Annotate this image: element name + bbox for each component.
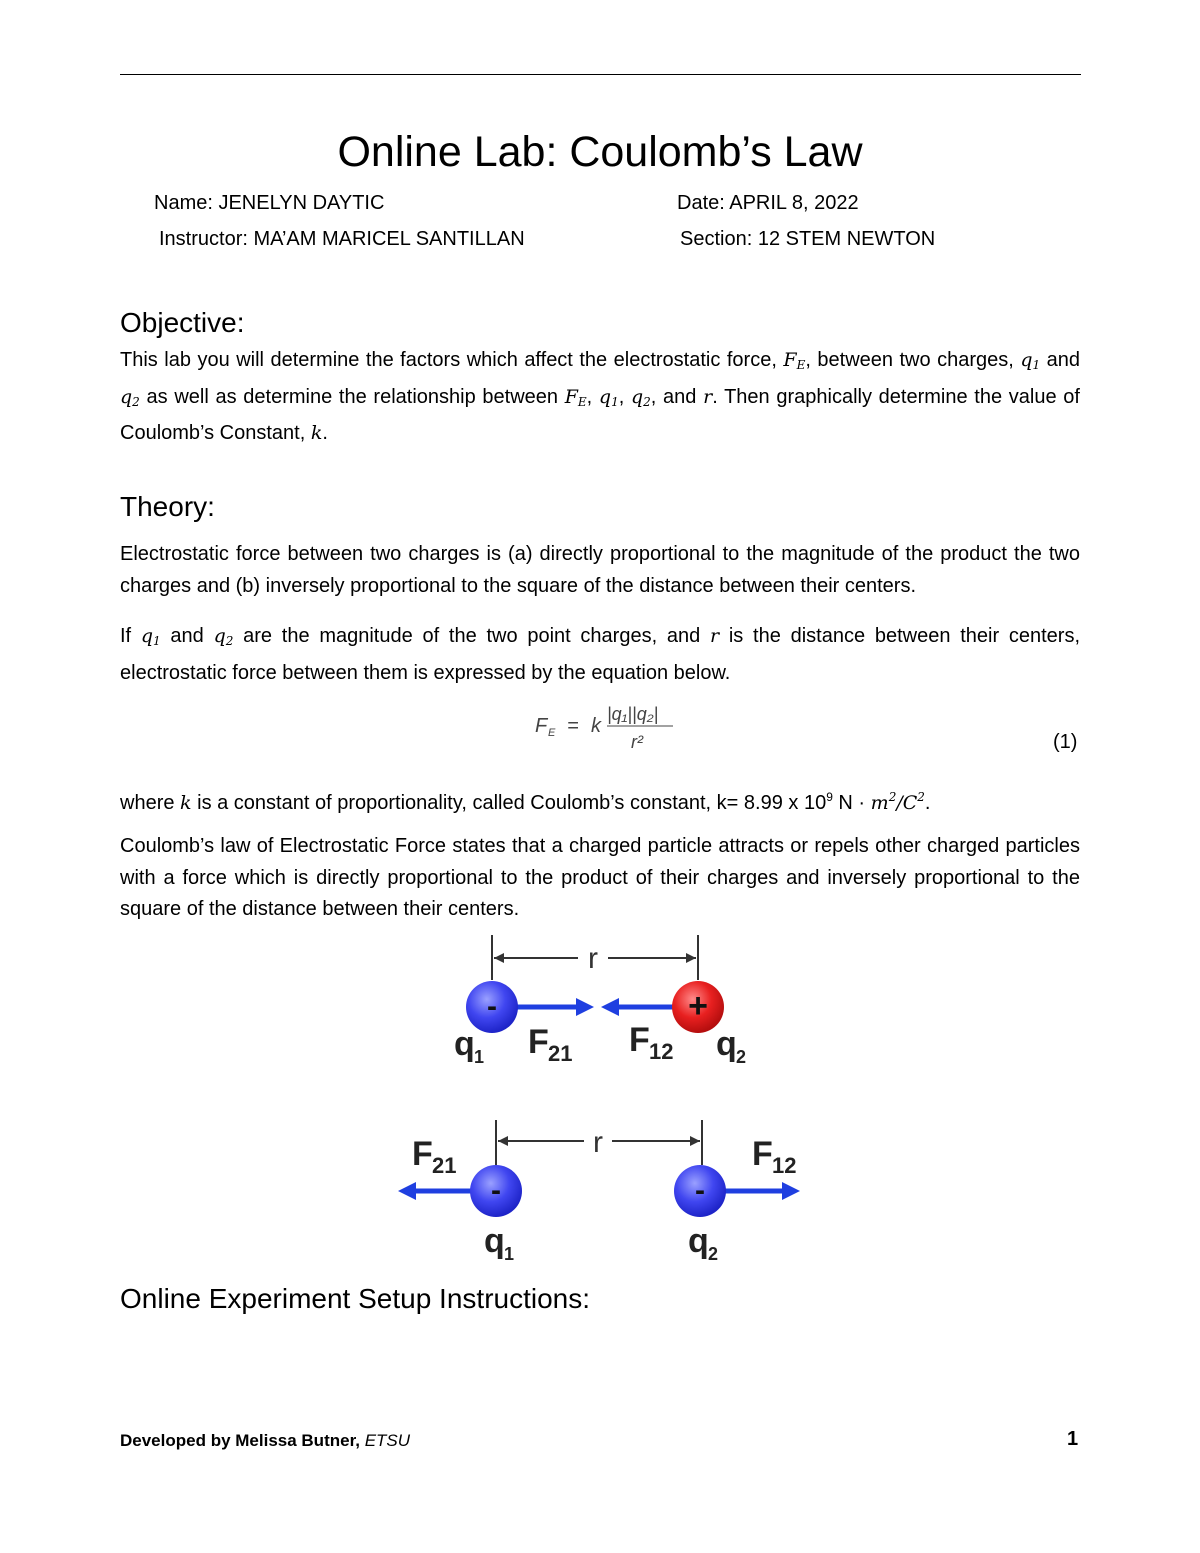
arrow-f12-top	[601, 998, 619, 1016]
f12-sub-bottom: 12	[772, 1153, 797, 1178]
math-r-2: r	[710, 625, 720, 647]
math-r: r	[703, 385, 713, 408]
setup-heading: Online Experiment Setup Instructions:	[120, 1283, 591, 1314]
page-title: Online Lab: Coulomb’s Law	[337, 128, 863, 176]
q2-sub-top: 2	[736, 1047, 747, 1067]
arrow-f21-bottom	[398, 1182, 416, 1200]
coulomb-figure	[380, 925, 820, 1275]
math-units: $m^2/C^2$	[870, 790, 925, 814]
attraction-diagram	[454, 935, 746, 1067]
math-k: k	[310, 422, 323, 444]
f12-label-bottom: F	[752, 1135, 773, 1173]
equation-graphic	[533, 700, 683, 756]
f12-sub-top: 12	[649, 1039, 674, 1064]
objective-paragraph: This lab you will determine the factors which affect the electrostatic force, $F_E$, between two charges, $q_1$ and $q_2$ as well as determine the relationship between $F_E$, $q_1$, $q_2$, and r. Then graphically determine the value of Coulomb’s Constant, k.	[120, 349, 1081, 444]
math-k-2: k	[180, 792, 192, 814]
section-field: Section: 12 STEM NEWTON	[680, 228, 936, 250]
theory-paragraph-4: Coulomb’s law of Electrostatic Force states that a charged particle attracts or repels other charged particles with a force which is directly proportional to the product of their charges and inversely proportional to the square of the distance between their centers.	[120, 835, 1080, 920]
objective-text-2: between two charges,	[817, 349, 1014, 371]
footer-credit	[120, 1431, 410, 1451]
header-rule	[120, 74, 1081, 75]
q1-label-bottom: q	[484, 1222, 505, 1260]
theory-paragraph-3: where k is a constant of proportionality, called Coulomb’s constant, k= 8.99 x $10^9$ $N \cdot m^2/C^2$.	[120, 790, 931, 814]
f21-sub-top: 21	[548, 1041, 573, 1066]
f12-label-top: F	[629, 1021, 650, 1059]
minus-sign-q1-bottom: -	[491, 1174, 501, 1207]
theory-p3-text-b: is a constant of proportionality, called Coulomb’s constant, k= 8.99 x 10	[197, 792, 827, 814]
q1-sub-bottom: 1	[504, 1244, 515, 1264]
objective-text-3: as well as determine the relationship between	[146, 385, 559, 408]
name-field: Name: JENELYN DAYTIC	[154, 192, 385, 214]
minus-sign-q2-bottom: -	[695, 1174, 705, 1207]
math-fe-2: $F_E$	[564, 385, 587, 409]
equation-number: (1)	[1053, 731, 1078, 753]
r-label-bottom: r	[593, 1126, 603, 1159]
svg-text:|q₁||q₂|: |q₁||q₂|	[607, 704, 659, 724]
svg-text:r²: r²	[631, 732, 643, 752]
objective-text-1: This lab you will determine the factors which affect the electrostatic force,	[120, 349, 777, 371]
footer-developed-by: Developed by Melissa Butner,	[120, 1431, 360, 1450]
math-q2-2: $q_2$	[630, 385, 651, 409]
q1-sub-top: 1	[474, 1047, 485, 1067]
math-fe: $F_E$	[783, 349, 806, 372]
math-q1: $q_1$	[1020, 349, 1041, 372]
q1-label-top: q	[454, 1025, 475, 1063]
theory-p2-text-c: is the distance between their centers, electrostatic force between them is expressed by the equation below.	[120, 625, 1080, 684]
coulomb-equation	[533, 700, 683, 761]
theory-heading: Theory:	[120, 491, 215, 522]
r-label-top: r	[588, 942, 598, 975]
instructor-field: Instructor: MA’AM MARICEL SANTILLAN	[159, 228, 525, 250]
svg-text:E: E	[548, 727, 556, 739]
theory-paragraph-1: Electrostatic force between two charges is (a) directly proportional to the magnitude of the product the two charges and (b) inversely proportional to the square of the distance between their centers.	[120, 543, 1080, 597]
svg-text:k: k	[591, 715, 601, 737]
theory-p2-text-a: If	[120, 625, 132, 647]
svg-text:=: =	[567, 715, 579, 737]
math-q1-2: $q_1$	[598, 385, 619, 409]
exponent-9: 9	[826, 790, 833, 804]
footer-affiliation: ETSU	[364, 1431, 411, 1450]
math-q1-3: $q_1$	[140, 625, 161, 648]
arrow-f21-top	[576, 998, 594, 1016]
date-field: Date: APRIL 8, 2022	[677, 192, 859, 214]
svg-text:F: F	[535, 715, 548, 737]
q2-label-bottom: q	[688, 1222, 709, 1260]
f21-label-top: F	[528, 1023, 549, 1061]
repulsion-diagram	[398, 1120, 800, 1264]
minus-sign: -	[487, 990, 497, 1023]
math-q2: $q_2$	[120, 385, 140, 409]
objective-text-4: Then graphically determine the value of Coulomb’s Constant,	[120, 385, 1080, 444]
objective-heading: Objective:	[120, 307, 245, 338]
theory-p3-text-a: where	[120, 792, 175, 814]
f21-label-bottom: F	[412, 1135, 433, 1173]
math-q2-3: $q_2$	[213, 625, 234, 648]
theory-p2-text-b: are the magnitude of the two point charges, and	[243, 625, 701, 647]
q2-sub-bottom: 2	[708, 1244, 719, 1264]
plus-sign: +	[688, 987, 708, 1025]
q2-label-top: q	[716, 1025, 737, 1063]
arrow-f12-bottom	[782, 1182, 800, 1200]
page-number: 1	[1067, 1428, 1079, 1450]
theory-paragraph-2: If $q_1$ and $q_2$ are the magnitude of the two point charges, and r is the distance between their centers, electrostatic force between them is expressed by the equation below.	[120, 625, 1080, 684]
f21-sub-bottom: 21	[432, 1153, 457, 1178]
